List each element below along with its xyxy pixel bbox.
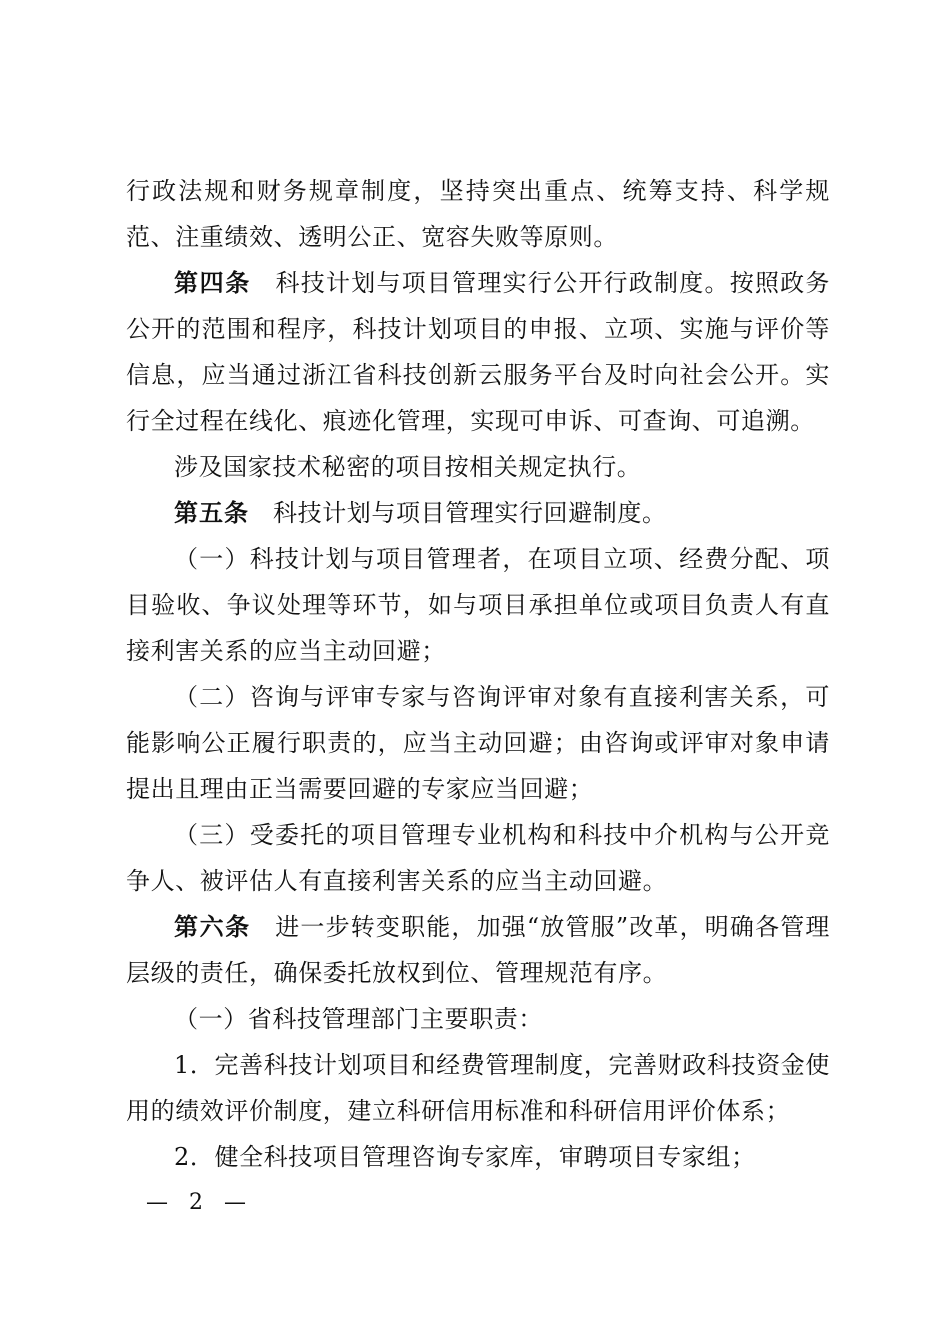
article-4-paragraph — [126, 260, 830, 444]
avoidance-clause-two — [126, 674, 830, 812]
state-secret-paragraph — [126, 444, 830, 490]
avoidance-clause-one — [126, 536, 830, 674]
paragraph-text: 2．健全科技项目管理咨询专家库，审聘项目专家组； — [174, 1143, 756, 1171]
article-6-paragraph — [126, 904, 830, 996]
article-6-heading: 第六条 — [174, 913, 251, 941]
paragraph-text: （一）科技计划与项目管理者，在项目立项、经费分配、项目验收、争议处理等环节，如与项目承担单位或项目负责人有直接利害关系的应当主动回避； — [126, 545, 830, 665]
paragraph-text: 涉及国家技术秘密的项目按相关规定执行。 — [174, 453, 642, 481]
article-5-heading: 第五条 — [174, 499, 249, 527]
paragraph-text: 1．完善科技计划项目和经费管理制度，完善财政科技资金使用的绩效评价制度，建立科研信用标准和科研信用评价体系； — [126, 1051, 830, 1125]
article-6-text: 进一步转变职能，加强“放管服”改革，明确各管理层级的责任，确保委托放权到位、管理规范有序。 — [126, 913, 831, 987]
paragraph-text: （二）咨询与评审专家与咨询评审对象有直接利害关系，可能影响公正履行职责的，应当主动回避；由咨询或评审对象申请提出且理由正当需要回避的专家应当回避； — [126, 683, 830, 803]
article-4-heading: 第四条 — [174, 269, 251, 297]
article-5-paragraph — [126, 490, 830, 536]
article-4-text: 科技计划与项目管理实行公开行政制度。按照政务公开的范围和程序，科技计划项目的申报、立项、实施与评价等信息，应当通过浙江省科技创新云服务平台及时向社会公开。实行全过程在线化、痕迹化管理，实现可申诉、可查询、可追溯。 — [126, 269, 831, 435]
article-5-text: 科技计划与项目管理实行回避制度。 — [273, 499, 667, 527]
paragraph-text: 行政法规和财务规章制度，坚持突出重点、统筹支持、科学规范、注重绩效、透明公正、宽容失败等原则。 — [126, 177, 830, 251]
page-number: — 2 — — [146, 1190, 253, 1215]
duty-item-one — [126, 1042, 830, 1134]
paragraph-text: （一）省科技管理部门主要职责： — [174, 1005, 543, 1033]
paragraph-continued-principles — [126, 168, 830, 260]
paragraph-text: （三）受委托的项目管理专业机构和科技中介机构与公开竞争人、被评估人有直接利害关系的应当主动回避。 — [126, 821, 830, 895]
document-body — [126, 168, 830, 1180]
duty-item-two — [126, 1134, 830, 1180]
avoidance-clause-three — [126, 812, 830, 904]
duty-heading — [126, 996, 830, 1042]
